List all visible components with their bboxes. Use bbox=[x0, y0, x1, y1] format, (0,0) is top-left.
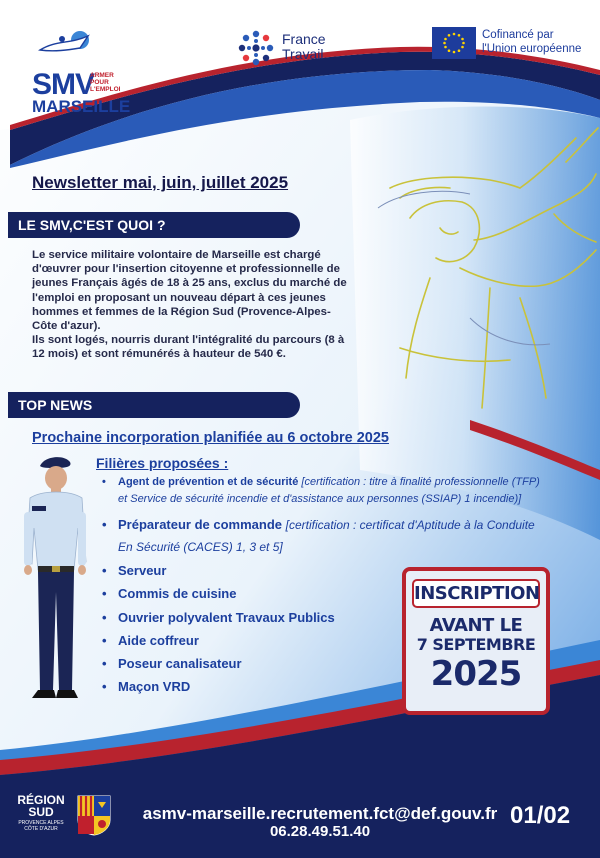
eu-line1: Cofinancé par bbox=[482, 29, 554, 41]
section-news-heading bbox=[8, 392, 300, 418]
inscription-avant: AVANT LE bbox=[429, 615, 523, 636]
page-number: 01/02 bbox=[510, 802, 571, 829]
inscription-title: INSCRIPTION bbox=[412, 579, 540, 608]
filiere-label: Poseur canalisateur bbox=[118, 656, 242, 672]
incorporation-date: Prochaine incorporation planifiée au 6 octobre 2025 bbox=[32, 430, 389, 446]
contact-phone[interactable]: 06.28.49.51.40 bbox=[269, 823, 371, 840]
france-travail-logo bbox=[236, 26, 346, 70]
filiere-label: Serveur bbox=[118, 563, 167, 578]
filiere-label: Commis de cuisine bbox=[118, 586, 237, 602]
smv-logo-icon bbox=[36, 30, 96, 56]
filiere-label: Aide coffreur bbox=[118, 632, 199, 648]
smv-logo-text: SMV bbox=[32, 68, 95, 101]
inscription-box bbox=[402, 567, 550, 715]
france-travail-line2: Travail bbox=[282, 46, 324, 62]
eu-flag-icon bbox=[432, 27, 476, 59]
region-sub: PROVENCE ALPES CÔTE D'AZUR bbox=[18, 820, 64, 832]
newsletter-title: Newsletter mai, juin, juillet 2025 bbox=[32, 173, 289, 192]
smv-intro-p2: Ils sont logés, nourris durant l'intégralité du parcours (8 à 12 mois) et sont rémunérés à hauteur de 540 €. bbox=[32, 334, 345, 361]
region-name: RÉGION SUD bbox=[17, 793, 65, 819]
smv-intro bbox=[32, 248, 352, 362]
filiere-cert: [certification : certificat d'Aptitude à la Conduite En Sécurité (CACES) 1, 3 et 5] bbox=[118, 518, 535, 554]
soldier-sketch-icon bbox=[370, 118, 600, 428]
filiere-label: Agent de prévention et de sécurité bbox=[118, 476, 299, 488]
smv-logo-tagline: ARMER POUR L'EMPLOI bbox=[90, 72, 121, 93]
section-smv-heading-text: LE SMV,C'EST QUOI ? bbox=[18, 217, 166, 233]
filiere-label: Ouvrier polyvalent Travaux Publics bbox=[118, 609, 335, 625]
eu-line2: l'Union européenne bbox=[482, 43, 582, 55]
smv-logo-city: MARSEILLE bbox=[32, 97, 131, 116]
smv-intro-p1: Le service militaire volontaire de Marseille est chargé d'œuvrer pour l'insertion citoyenne et professionnelle de jeunes Français âgés de 18 à 25 ans, exclus du marché de l'emploi en proposant un nouveau départ à ces jeunes hommes et femmes de la Région Sud (Provence-Alpes-Côte d'azur). bbox=[32, 249, 347, 333]
filieres-title: Filières proposées : bbox=[96, 455, 229, 471]
filiere-label: Préparateur de commande bbox=[118, 517, 283, 532]
section-news-heading-text: TOP NEWS bbox=[18, 397, 93, 413]
filiere-cert: [certification : titre à finalité professionnelle (TFP) et Service de sécurité incendie et d'assistance aux personnes (SSIAP) 1 incendie)] bbox=[118, 476, 540, 505]
region-sud-logo bbox=[16, 792, 116, 840]
contact-email[interactable]: asmv-marseille.recrutement.fct@def.gouv.fr bbox=[142, 804, 498, 823]
smv-logo bbox=[18, 30, 131, 116]
region-crest-icon bbox=[76, 794, 112, 836]
list-item bbox=[102, 474, 542, 508]
eu-cofinance-text bbox=[482, 28, 581, 56]
filiere-label: Maçon VRD bbox=[118, 679, 191, 695]
section-smv-heading bbox=[8, 212, 300, 238]
france-travail-line1: France bbox=[282, 31, 326, 47]
inscription-year: 2025 bbox=[430, 654, 522, 694]
france-travail-icon bbox=[236, 28, 276, 68]
inscription-date: 7 SEPTEMBRE bbox=[416, 635, 536, 654]
list-item bbox=[102, 514, 542, 558]
recruit-photo-icon bbox=[16, 452, 94, 700]
